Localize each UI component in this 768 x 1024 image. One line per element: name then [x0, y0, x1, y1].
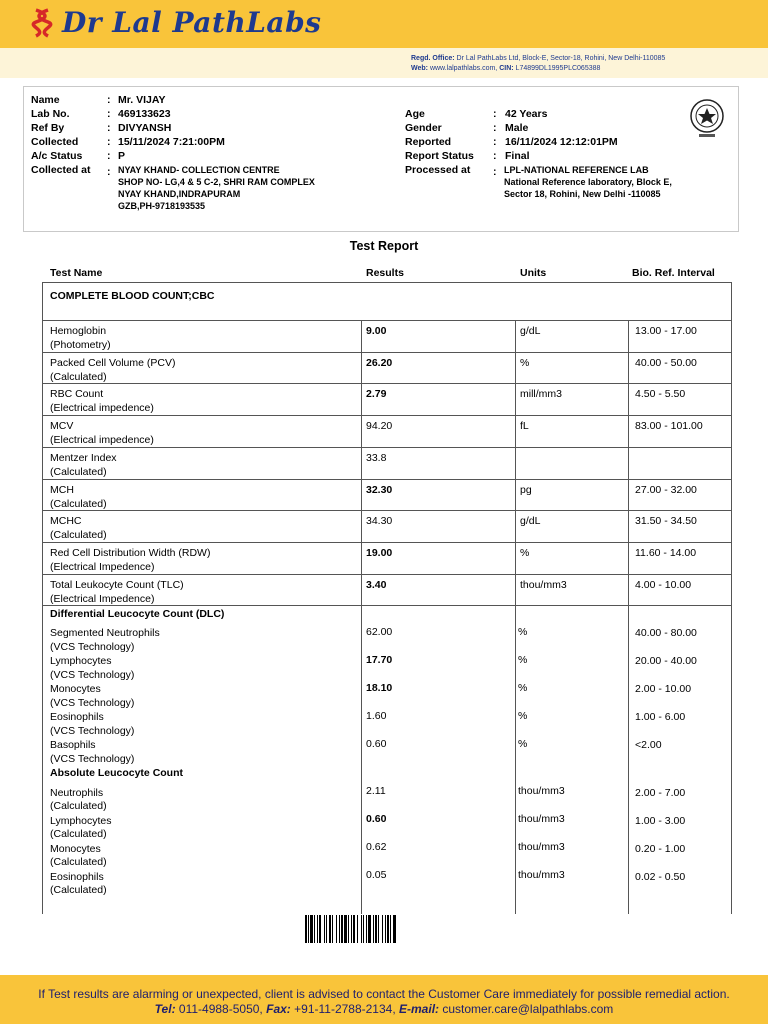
test-result: 18.10 — [366, 682, 393, 694]
test-unit: g/dL — [520, 515, 541, 527]
report-status: Final — [505, 150, 530, 162]
collected-at-line: GZB,PH-9718193535 — [118, 201, 206, 211]
test-ref-interval: 11.60 - 14.00 — [635, 547, 697, 559]
test-result: 0.05 — [366, 869, 387, 881]
row-divider — [42, 352, 732, 353]
email-link[interactable]: customer.care@lalpathlabs.com — [442, 1002, 614, 1016]
name-label: Name — [31, 94, 60, 106]
alc-title: Absolute Leucocyte Count — [50, 767, 184, 779]
test-ref-interval: 20.00 - 40.00 — [635, 655, 697, 667]
test-result: 94.20 — [366, 420, 393, 432]
test-name: MCV — [50, 420, 74, 432]
office-info — [411, 54, 665, 74]
age: 42 Years — [505, 108, 548, 120]
section-title: COMPLETE BLOOD COUNT;CBC — [50, 290, 215, 302]
test-name: Mentzer Index — [50, 452, 117, 464]
lab-label: Lab No. — [31, 108, 70, 120]
web-label: Web: — [411, 65, 428, 72]
fax-label: Fax: — [266, 1002, 291, 1016]
test-name: RBC Count — [50, 388, 104, 400]
test-ref-interval: 1.00 - 3.00 — [635, 815, 686, 827]
test-method: (VCS Technology) — [50, 669, 135, 681]
collected-at-label: Collected at — [31, 164, 91, 176]
test-method: (VCS Technology) — [50, 641, 135, 653]
test-unit: % — [520, 547, 530, 559]
colon: : — [107, 122, 111, 134]
colon: : — [493, 108, 497, 120]
row-divider — [42, 447, 732, 448]
test-name: Lymphocytes — [50, 815, 112, 827]
test-ref-interval: 40.00 - 80.00 — [635, 627, 697, 639]
lab-number: 469133623 — [118, 108, 171, 120]
test-name: Total Leukocyte Count (TLC) — [50, 579, 184, 591]
dna-logo-icon — [30, 8, 54, 38]
test-unit: % — [520, 357, 530, 369]
colon: : — [107, 150, 111, 162]
test-unit: g/dL — [520, 325, 541, 337]
test-name: Segmented Neutrophils — [50, 627, 160, 639]
barcode-bar — [396, 915, 397, 943]
test-name: Monocytes — [50, 683, 101, 695]
row-divider — [42, 574, 732, 575]
test-name: Neutrophils — [50, 787, 104, 799]
test-method: (Calculated) — [50, 498, 107, 510]
cin-text: L74899DL1995PLC065388 — [515, 65, 601, 72]
test-method: (Calculated) — [50, 466, 107, 478]
test-result: 0.60 — [366, 813, 387, 825]
test-unit: % — [518, 710, 528, 722]
age-label: Age — [405, 108, 425, 120]
ref-label: Ref By — [31, 122, 65, 134]
test-unit: % — [518, 626, 528, 638]
test-unit: % — [518, 654, 528, 666]
test-ref-interval: 1.00 - 6.00 — [635, 711, 686, 723]
report-status-label: Report Status — [405, 150, 474, 162]
web-link[interactable]: www.lalpathlabs.com, — [429, 65, 498, 72]
column-divider — [361, 320, 362, 914]
test-ref-interval: 31.50 - 34.50 — [635, 515, 697, 527]
test-result: 2.79 — [366, 388, 387, 400]
test-unit: thou/mm3 — [518, 869, 565, 881]
row-divider — [42, 479, 732, 480]
test-method: (Calculated) — [50, 529, 107, 541]
colon: : — [493, 166, 497, 178]
colon: : — [107, 108, 111, 120]
test-name: Monocytes — [50, 843, 101, 855]
test-result: 62.00 — [366, 626, 393, 638]
test-result: 3.40 — [366, 579, 387, 591]
test-ref-interval: 0.02 - 0.50 — [635, 871, 686, 883]
test-unit: pg — [520, 484, 532, 496]
test-result: 32.30 — [366, 484, 393, 496]
test-name: Eosinophils — [50, 871, 104, 883]
dlc-title: Differential Leucocyte Count (DLC) — [50, 608, 225, 620]
fax-number: +91-11-2788-2134, — [294, 1002, 396, 1016]
test-ref-interval: <2.00 — [635, 739, 662, 751]
test-unit: thou/mm3 — [518, 785, 565, 797]
row-divider — [42, 415, 732, 416]
test-method: (Calculated) — [50, 884, 107, 896]
test-ref-interval: 83.00 - 101.00 — [635, 420, 703, 432]
test-ref-interval: 13.00 - 17.00 — [635, 325, 697, 337]
footer-contacts — [0, 1002, 768, 1017]
ac-status: P — [118, 150, 126, 162]
column-divider — [628, 320, 629, 914]
test-method: (Photometry) — [50, 339, 111, 351]
test-name: Lymphocytes — [50, 655, 112, 667]
test-unit: thou/mm3 — [518, 841, 565, 853]
test-method: (Electrical Impedence) — [50, 593, 155, 605]
test-ref-interval: 2.00 - 10.00 — [635, 683, 692, 695]
footer-notice: If Test results are alarming or unexpected, client is advised to contact the Customer Care immediately for possible remedial action. — [38, 987, 730, 1001]
regd-label: Regd. Office: — [411, 55, 455, 62]
test-result: 2.11 — [366, 785, 386, 797]
test-method: (Calculated) — [50, 856, 107, 868]
test-result: 0.62 — [366, 841, 387, 853]
report-title: Test Report — [349, 239, 419, 253]
collected-at-line: NYAY KHAND- COLLECTION CENTRE — [118, 165, 280, 175]
test-result: 17.70 — [366, 654, 393, 666]
test-result: 34.30 — [366, 515, 393, 527]
colon: : — [493, 122, 497, 134]
tel-number[interactable]: 011-4988-5050, — [178, 1002, 263, 1016]
test-name: Red Cell Distribution Width (RDW) — [50, 547, 211, 559]
header-units: Units — [520, 267, 547, 279]
test-method: (Calculated) — [50, 828, 107, 840]
test-unit: thou/mm3 — [520, 579, 567, 591]
accreditation-seal-icon — [686, 97, 728, 139]
ac-status-label: A/c Status — [31, 150, 83, 162]
ref-by: DIVYANSH — [118, 122, 172, 134]
test-result: 9.00 — [366, 325, 387, 337]
collected-label: Collected — [31, 136, 79, 148]
processed-at-line: National Reference laboratory, Block E, — [504, 177, 672, 187]
test-ref-interval: 2.00 - 7.00 — [635, 787, 686, 799]
test-ref-interval: 27.00 - 32.00 — [635, 484, 697, 496]
brand-name: Dr Lal PathLabs — [62, 6, 322, 39]
processed-at-line: Sector 18, Rohini, New Delhi -110085 — [504, 189, 661, 199]
reported-time: 16/11/2024 12:12:01PM — [505, 136, 618, 148]
test-unit: % — [518, 682, 528, 694]
test-unit: % — [518, 738, 528, 750]
colon: : — [107, 136, 111, 148]
test-ref-interval: 40.00 - 50.00 — [635, 357, 697, 369]
test-ref-interval: 4.00 - 10.00 — [635, 579, 692, 591]
colon: : — [493, 136, 497, 148]
regd-text: Dr Lal PathLabs Ltd, Block-E, Sector-18, Rohini, New Delhi-110085 — [456, 55, 666, 62]
collected-at-line: SHOP NO- LG,4 & 5 C-2, SHRI RAM COMPLEX — [118, 177, 315, 187]
row-divider — [42, 605, 732, 606]
test-unit: fL — [520, 420, 529, 432]
test-name: MCHC — [50, 515, 82, 527]
test-name: Basophils — [50, 739, 96, 751]
header-ref-interval: Bio. Ref. Interval — [632, 267, 715, 279]
colon: : — [107, 94, 111, 106]
header-results: Results — [366, 267, 404, 279]
test-method: (Calculated) — [50, 800, 107, 812]
test-method: (Electrical impedence) — [50, 434, 154, 446]
processed-at-label: Processed at — [405, 164, 471, 176]
test-unit: thou/mm3 — [518, 813, 565, 825]
test-method: (Calculated) — [50, 371, 107, 383]
colon: : — [493, 150, 497, 162]
test-ref-interval: 0.20 - 1.00 — [635, 843, 686, 855]
test-unit: mill/mm3 — [520, 388, 562, 400]
brand-logo — [30, 8, 321, 38]
test-result: 0.60 — [366, 738, 387, 750]
patient-name: Mr. VIJAY — [118, 94, 166, 106]
row-divider — [42, 542, 732, 543]
test-method: (VCS Technology) — [50, 753, 135, 765]
test-result: 19.00 — [366, 547, 393, 559]
gender: Male — [505, 122, 529, 134]
barcode — [305, 915, 469, 943]
email-label: E-mail: — [399, 1002, 440, 1016]
test-result: 1.60 — [366, 710, 387, 722]
test-method: (Electrical impedence) — [50, 402, 154, 414]
row-divider — [42, 510, 732, 511]
test-ref-interval: 4.50 - 5.50 — [635, 388, 686, 400]
gender-label: Gender — [405, 122, 442, 134]
row-divider — [42, 383, 732, 384]
test-method: (Electrical Impedence) — [50, 561, 155, 573]
test-result: 26.20 — [366, 357, 393, 369]
column-divider — [515, 320, 516, 914]
test-name: Packed Cell Volume (PCV) — [50, 357, 176, 369]
reported-label: Reported — [405, 136, 452, 148]
test-name: MCH — [50, 484, 74, 496]
test-result: 33.8 — [366, 452, 387, 464]
colon: : — [107, 166, 111, 178]
header-test-name: Test Name — [50, 267, 103, 279]
test-method: (VCS Technology) — [50, 725, 135, 737]
footer — [0, 975, 768, 1024]
cin-label: CIN: — [499, 65, 514, 72]
processed-at-line: LPL-NATIONAL REFERENCE LAB — [504, 165, 649, 175]
test-method: (VCS Technology) — [50, 697, 135, 709]
test-name: Eosinophils — [50, 711, 104, 723]
test-name: Hemoglobin — [50, 325, 107, 337]
tel-label: Tel: — [154, 1002, 176, 1016]
collected-at-line: NYAY KHAND,INDRAPURAM — [118, 189, 241, 199]
collected-time: 15/11/2024 7:21:00PM — [118, 136, 225, 148]
